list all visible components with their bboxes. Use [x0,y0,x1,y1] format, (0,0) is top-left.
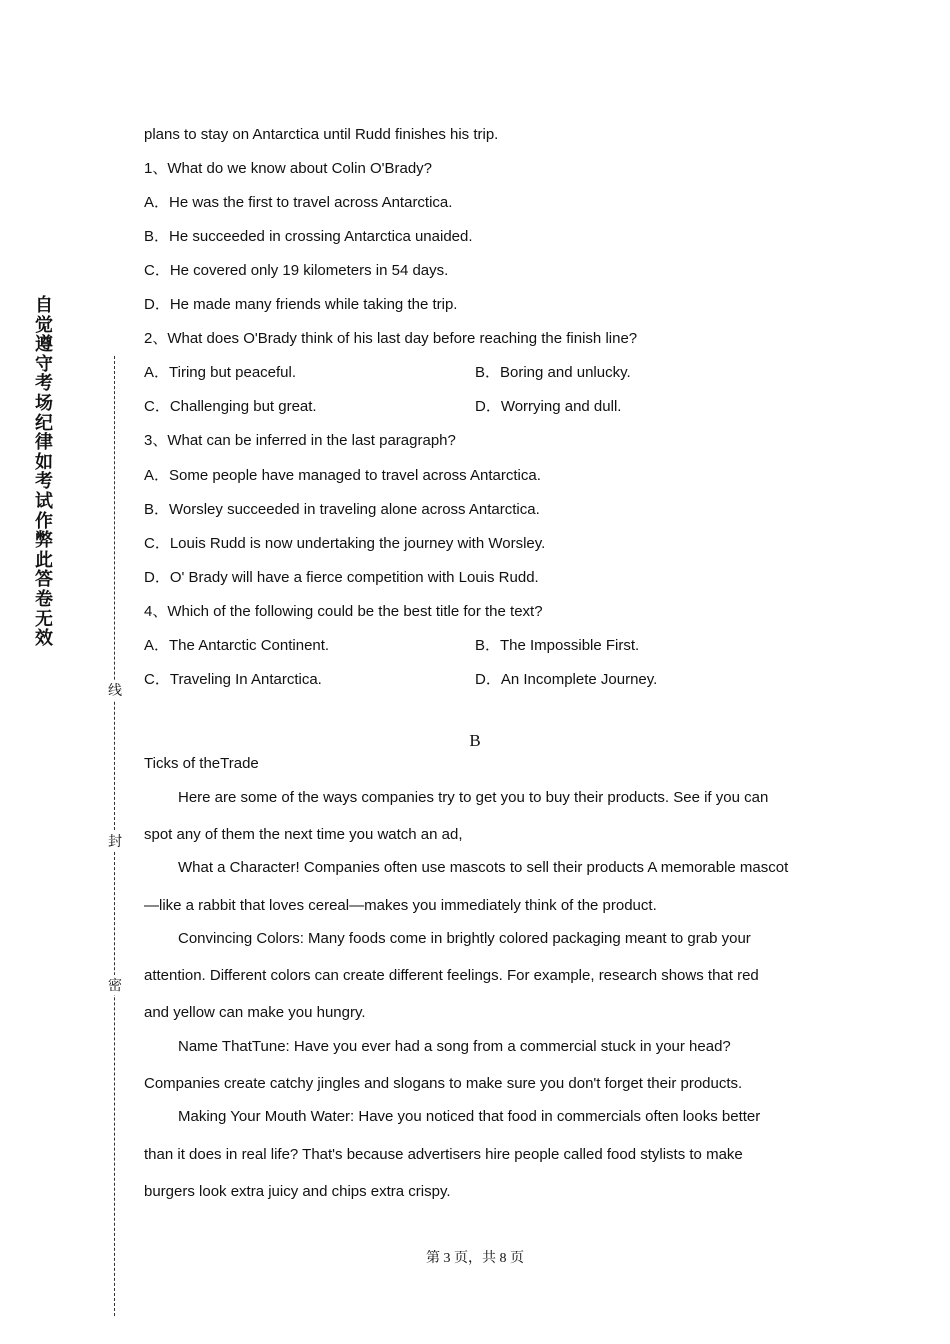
question-1-option-a: A．He was the first to travel across Antarctica. [144,194,453,211]
question-4-option-c: C．Traveling In Antarctica. [144,671,322,688]
question-3-stem: 3、What can be inferred in the last paragraph? [144,432,456,449]
passage-b-line: —like a rabbit that loves cereal—makes you immediately think of the product. [144,897,657,914]
passage-b-line: burgers look extra juicy and chips extra crispy. [144,1183,451,1200]
passage-b-line: Here are some of the ways companies try to get you to buy their products. See if you can [178,789,769,806]
question-3-option-d: D．O' Brady will have a fierce competition with Louis Rudd. [144,569,539,586]
passage-b-line: than it does in real life? That's because advertisers hire people called food stylists to make [144,1146,743,1163]
passage-b-line: What a Character! Companies often use mascots to sell their products A memorable mascot [178,859,789,876]
question-1-option-b: B．He succeeded in crossing Antarctica unaided. [144,228,473,245]
passage-b-line: and yellow can make you hungry. [144,1004,366,1021]
question-4-option-b: B．The Impossible First. [475,637,640,654]
page-number-footer: 第 3 页，共 8 页 [426,1251,524,1266]
question-2-option-b: B．Boring and unlucky. [475,364,631,381]
passage-b-line: attention. Different colors can create different feelings. For example, research shows that red [144,967,759,984]
passage-a-tail: plans to stay on Antarctica until Rudd finishes his trip. [144,126,499,143]
question-4-option-d: D．An Incomplete Journey. [475,671,658,688]
passage-b-title: Ticks of theTrade [144,755,259,772]
question-3-option-b: B．Worsley succeeded in traveling alone across Antarctica. [144,501,540,518]
question-1-option-d: D．He made many friends while taking the trip. [144,296,458,313]
seal-label-seal: 封 [106,831,124,851]
seal-label-secret: 密 [106,975,124,995]
passage-b-line: Name ThatTune: Have you ever had a song from a commercial stuck in your head? [178,1038,731,1055]
question-2-option-d: D．Worrying and dull. [475,398,622,415]
passage-b-line: Companies create catchy jingles and slogans to make sure you don't forget their products. [144,1075,743,1092]
question-2-option-a: A．Tiring but peaceful. [144,364,297,381]
question-1-option-c: C．He covered only 19 kilometers in 54 days. [144,262,449,279]
question-1-stem: 1、What do we know about Colin O'Brady? [144,160,433,177]
section-b-label: B [469,731,481,750]
passage-b-line: spot any of them the next time you watch an ad, [144,826,463,843]
question-3-option-a: A．Some people have managed to travel across Antarctica. [144,467,541,484]
passage-b-line: Convincing Colors: Many foods come in brightly colored packaging meant to grab your [178,930,751,947]
question-2-option-c: C．Challenging but great. [144,398,317,415]
question-4-option-a: A．The Antarctic Continent. [144,637,330,654]
question-4-stem: 4、Which of the following could be the best title for the text? [144,603,543,620]
question-3-option-c: C．Louis Rudd is now undertaking the journey with Worsley. [144,535,546,552]
seal-label-line: 线 [106,680,124,700]
passage-b-line: Making Your Mouth Water: Have you noticed that food in commercials often looks better [178,1108,761,1125]
question-2-stem: 2、What does O'Brady think of his last day before reaching the finish line? [144,330,638,347]
exam-rule-warning: 自觉遵守考场纪律如考试作弊此答卷无效 [35,295,53,650]
